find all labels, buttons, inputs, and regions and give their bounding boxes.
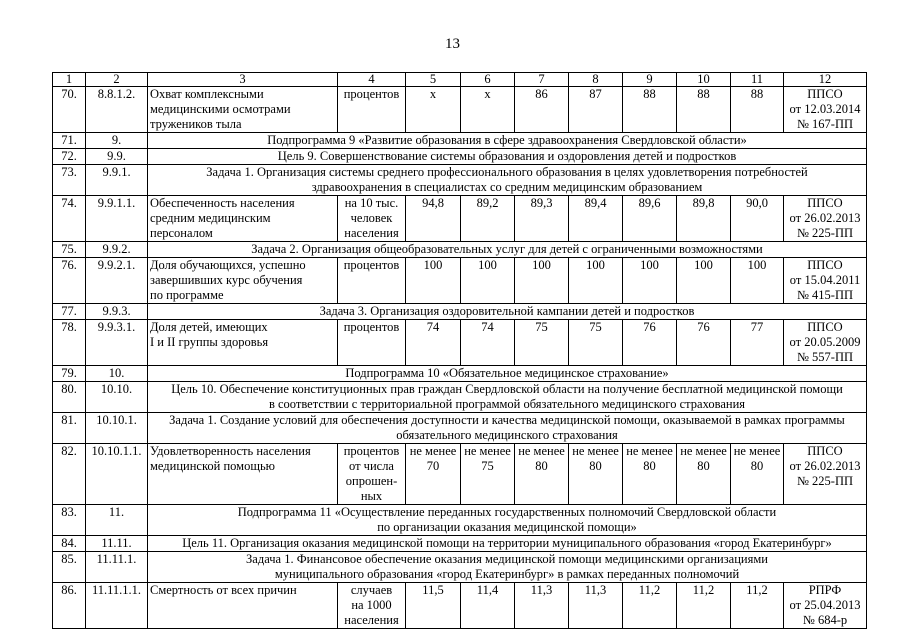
section-title: Задача 1. Финансовое обеспечение оказания медицинской помощи медицинскими организациями муниципального образования «город Екатеринбург» в рамках переданных полномочий [148,552,867,583]
row-code: 9. [86,133,148,149]
section-title: Подпрограмма 10 «Обязательное медицинское страхование» [148,366,867,382]
column-header: 7 [515,73,569,87]
column-header: 1 [53,73,86,87]
indicator-name: Обеспеченность населения средним медицинским персоналом [148,196,338,242]
value-cell: не менее 80 [515,444,569,505]
indicator-name: Доля обучающихся, успешно завершивших курс обучения по программе [148,258,338,304]
row-number: 85. [53,552,86,583]
indicator-name: Смертность от всех причин [148,583,338,629]
row-code: 11.11. [86,536,148,552]
section-row [53,366,867,382]
value-cell: 89,6 [623,196,677,242]
section-row [53,413,867,444]
row-code: 9.9.3.1. [86,320,148,366]
value-cell: 86 [515,87,569,133]
value-cell: 100 [406,258,461,304]
row-number: 70. [53,87,86,133]
section-row [53,304,867,320]
value-cell: 100 [461,258,515,304]
section-title: Задача 1. Организация системы среднего профессионального образования в целях удовлетворения потребностей здравоохранения в специалистах со средним медицинским образованием [148,165,867,196]
row-code: 9.9.1. [86,165,148,196]
row-code: 10.10. [86,382,148,413]
value-cell: 75 [515,320,569,366]
value-cell: 76 [677,320,731,366]
value-cell: 11,3 [569,583,623,629]
row-number: 79. [53,366,86,382]
table-row [53,320,867,366]
row-number: 73. [53,165,86,196]
section-row [53,505,867,536]
row-number: 78. [53,320,86,366]
row-code: 10. [86,366,148,382]
section-title: Задача 1. Создание условий для обеспечения доступности и качества медицинской помощи, оказываемой в рамках программы обязательного медицинского страхования [148,413,867,444]
value-cell: 100 [623,258,677,304]
value-cell: 90,0 [731,196,784,242]
row-number: 76. [53,258,86,304]
table-row [53,87,867,133]
header-row [53,73,867,87]
value-cell: 89,4 [569,196,623,242]
value-cell: 74 [406,320,461,366]
section-row [53,552,867,583]
row-code: 8.8.1.2. [86,87,148,133]
row-code: 10.10.1.1. [86,444,148,505]
row-number: 71. [53,133,86,149]
row-code: 9.9. [86,149,148,165]
table-row [53,258,867,304]
section-row [53,242,867,258]
section-title: Подпрограмма 11 «Осуществление переданных государственных полномочий Свердловской области по организации оказания медицинской помощи» [148,505,867,536]
row-number: 77. [53,304,86,320]
section-title: Подпрограмма 9 «Развитие образования в сфере здравоохранения Свердловской области» [148,133,867,149]
page-number: 13 [445,36,460,52]
value-cell: 88 [623,87,677,133]
column-header: 12 [784,73,867,87]
row-number: 86. [53,583,86,629]
section-title: Цель 11. Организация оказания медицинской помощи на территории муниципального образования «город Екатеринбург» [148,536,867,552]
column-header: 4 [338,73,406,87]
indicator-name: Охват комплексными медицинскими осмотрами тружеников тыла [148,87,338,133]
section-title: Задача 3. Организация оздоровительной кампании детей и подростков [148,304,867,320]
indicators-table [52,72,867,629]
value-cell: 100 [731,258,784,304]
value-cell: 87 [569,87,623,133]
row-number: 75. [53,242,86,258]
row-number: 72. [53,149,86,165]
value-cell: 100 [569,258,623,304]
value-cell: 75 [569,320,623,366]
row-code: 10.10.1. [86,413,148,444]
row-code: 9.9.2. [86,242,148,258]
value-cell: 11,2 [677,583,731,629]
row-code: 9.9.1.1. [86,196,148,242]
unit-cell: процентов [338,258,406,304]
row-code: 9.9.3. [86,304,148,320]
source-cell: ППСО от 12.03.2014 № 167-ПП [784,87,867,133]
source-cell: ППСО от 26.02.2013 № 225-ПП [784,196,867,242]
value-cell: х [406,87,461,133]
section-row [53,165,867,196]
value-cell: 100 [677,258,731,304]
row-number: 82. [53,444,86,505]
value-cell: 11,3 [515,583,569,629]
value-cell: не менее 75 [461,444,515,505]
source-cell: ППСО от 20.05.2009 № 557-ПП [784,320,867,366]
section-row [53,149,867,165]
row-code: 11.11.1. [86,552,148,583]
column-header: 3 [148,73,338,87]
unit-cell: на 10 тыс. человек населения [338,196,406,242]
value-cell: х [461,87,515,133]
row-number: 84. [53,536,86,552]
section-row [53,133,867,149]
value-cell: 89,2 [461,196,515,242]
column-header: 11 [731,73,784,87]
indicator-name: Удовлетворенность населения медицинской помощью [148,444,338,505]
section-title: Цель 9. Совершенствование системы образования и оздоровления детей и подростков [148,149,867,165]
unit-cell: случаев на 1000 населения [338,583,406,629]
value-cell: 11,4 [461,583,515,629]
value-cell: 76 [623,320,677,366]
column-header: 9 [623,73,677,87]
value-cell: 89,3 [515,196,569,242]
value-cell: 88 [731,87,784,133]
table-row [53,196,867,242]
section-title: Задача 2. Организация общеобразовательных услуг для детей с ограниченными возможностями [148,242,867,258]
table-row [53,583,867,629]
section-row [53,536,867,552]
value-cell: 77 [731,320,784,366]
column-header: 6 [461,73,515,87]
value-cell: 11,2 [623,583,677,629]
value-cell: 74 [461,320,515,366]
value-cell: 11,5 [406,583,461,629]
row-number: 83. [53,505,86,536]
source-cell: ППСО от 15.04.2011 № 415-ПП [784,258,867,304]
value-cell: 100 [515,258,569,304]
unit-cell: процентов [338,320,406,366]
source-cell: РПРФ от 25.04.2013 № 684-р [784,583,867,629]
section-row [53,382,867,413]
value-cell: 94,8 [406,196,461,242]
unit-cell: процентов от числа опрошен- ных [338,444,406,505]
row-code: 9.9.2.1. [86,258,148,304]
column-header: 2 [86,73,148,87]
section-title: Цель 10. Обеспечение конституционных прав граждан Свердловской области на получение бесплатной медицинской помощи в соответствии с территориальной программой обязательного медицинского страхования [148,382,867,413]
value-cell: не менее 80 [731,444,784,505]
column-header: 5 [406,73,461,87]
value-cell: 89,8 [677,196,731,242]
value-cell: 11,2 [731,583,784,629]
column-header: 8 [569,73,623,87]
value-cell: 88 [677,87,731,133]
value-cell: не менее 80 [677,444,731,505]
indicator-name: Доля детей, имеющих I и II группы здоровья [148,320,338,366]
value-cell: не менее 80 [569,444,623,505]
table-row [53,444,867,505]
column-header: 10 [677,73,731,87]
unit-cell: процентов [338,87,406,133]
row-code: 11.11.1.1. [86,583,148,629]
row-number: 80. [53,382,86,413]
value-cell: не менее 80 [623,444,677,505]
value-cell: не менее 70 [406,444,461,505]
row-number: 74. [53,196,86,242]
source-cell: ППСО от 26.02.2013 № 225-ПП [784,444,867,505]
row-code: 11. [86,505,148,536]
row-number: 81. [53,413,86,444]
